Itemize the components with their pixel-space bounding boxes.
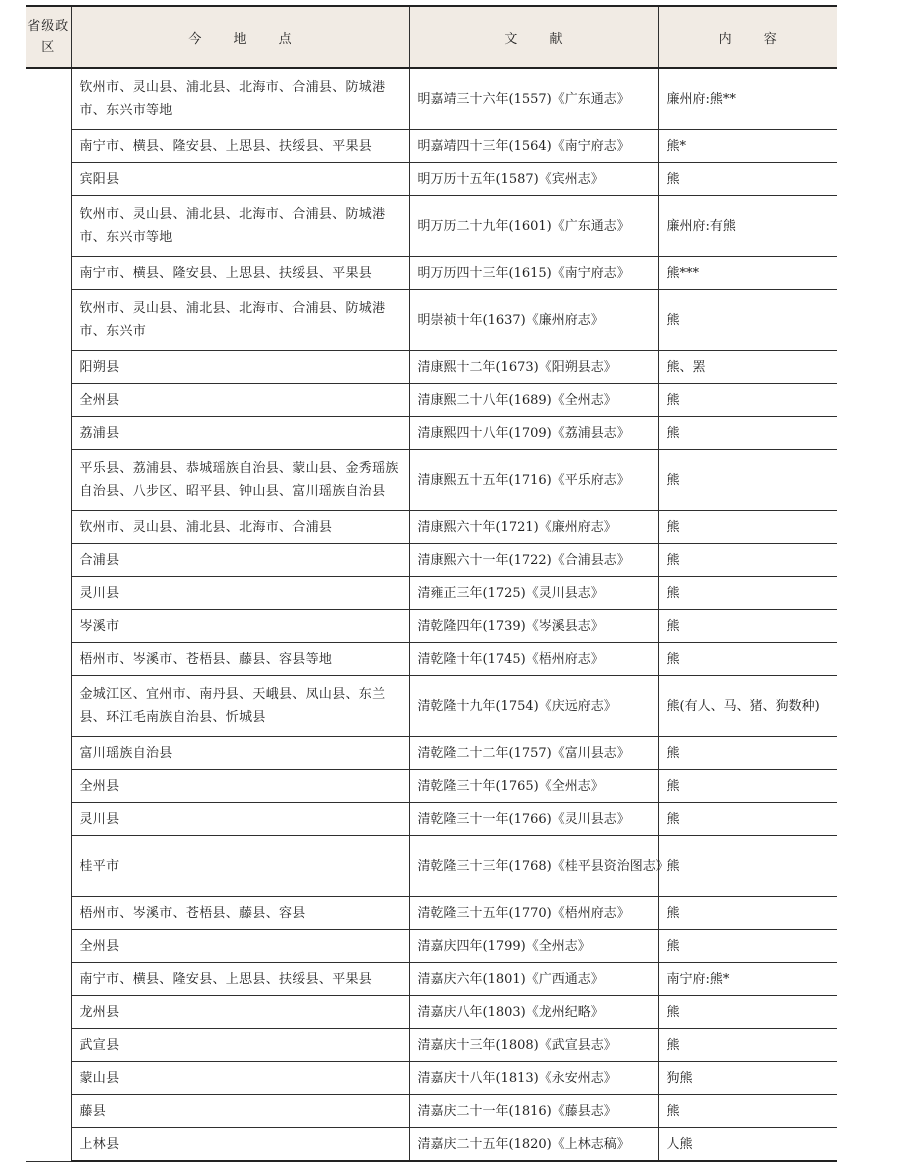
content-cell: 熊: [658, 544, 837, 577]
content-cell: 熊: [658, 417, 837, 450]
province-column-header: 省级政区: [26, 6, 71, 68]
place-cell: 金城江区、宜州市、南丹县、天峨县、凤山县、东兰县、环江毛南族自治县、忻城县: [71, 676, 409, 737]
source-cell: 明万历十五年(1587)《宾州志》: [409, 163, 658, 196]
content-column-header: 内 容: [658, 6, 837, 68]
content-cell: 熊: [658, 450, 837, 511]
place-cell: 灵川县: [71, 803, 409, 836]
table-row: [26, 676, 837, 737]
source-cell: 清乾隆十年(1745)《梧州府志》: [409, 643, 658, 676]
table-row: [26, 963, 837, 996]
place-cell: 平乐县、荔浦县、恭城瑶族自治县、蒙山县、金秀瑶族自治县、八步区、昭平县、钟山县、富川瑶族自治县: [71, 450, 409, 511]
content-cell: 熊: [658, 737, 837, 770]
source-cell: 清康熙六十年(1721)《廉州府志》: [409, 511, 658, 544]
table-row: [26, 450, 837, 511]
source-cell: 明嘉靖三十六年(1557)《广东通志》: [409, 68, 658, 130]
content-cell: 熊: [658, 770, 837, 803]
table-row: [26, 1128, 837, 1162]
content-cell: 熊: [658, 1095, 837, 1128]
content-cell: 熊: [658, 290, 837, 351]
content-cell: 熊: [658, 897, 837, 930]
table-row: [26, 610, 837, 643]
place-cell: 合浦县: [71, 544, 409, 577]
table-row: [26, 1029, 837, 1062]
table-header-row: [26, 6, 837, 68]
content-cell: 廉州府:熊**: [658, 68, 837, 130]
source-cell: 清嘉庆十三年(1808)《武宣县志》: [409, 1029, 658, 1062]
content-cell: 人熊: [658, 1128, 837, 1162]
source-cell: 清嘉庆二十五年(1820)《上林志稿》: [409, 1128, 658, 1162]
content-cell: 狗熊: [658, 1062, 837, 1095]
source-cell: 清乾隆三十一年(1766)《灵川县志》: [409, 803, 658, 836]
table-row: [26, 1062, 837, 1095]
table-row: [26, 836, 837, 897]
place-cell: 全州县: [71, 384, 409, 417]
place-cell: 全州县: [71, 930, 409, 963]
source-cell: 清康熙四十八年(1709)《荔浦县志》: [409, 417, 658, 450]
place-cell: 岑溪市: [71, 610, 409, 643]
place-cell: 蒙山县: [71, 1062, 409, 1095]
content-cell: 熊: [658, 803, 837, 836]
place-cell: 富川瑶族自治县: [71, 737, 409, 770]
source-cell: 清乾隆三十三年(1768)《桂平县资治图志》: [409, 836, 658, 897]
source-column-header: 文 献: [409, 6, 658, 68]
table-row: [26, 803, 837, 836]
source-cell: 清康熙六十一年(1722)《合浦县志》: [409, 544, 658, 577]
table-row: [26, 643, 837, 676]
content-cell: 熊: [658, 1029, 837, 1062]
table-row: [26, 930, 837, 963]
source-cell: 清嘉庆八年(1803)《龙州纪略》: [409, 996, 658, 1029]
table-body: [26, 68, 837, 1161]
source-cell: 清康熙十二年(1673)《阳朔县志》: [409, 351, 658, 384]
source-cell: 明崇祯十年(1637)《廉州府志》: [409, 290, 658, 351]
table-row: [26, 511, 837, 544]
place-cell: 上林县: [71, 1128, 409, 1162]
source-cell: 清雍正三年(1725)《灵川县志》: [409, 577, 658, 610]
content-cell: 熊: [658, 384, 837, 417]
source-cell: 清嘉庆十八年(1813)《永安州志》: [409, 1062, 658, 1095]
place-cell: 宾阳县: [71, 163, 409, 196]
table-row: [26, 163, 837, 196]
table-row: [26, 417, 837, 450]
content-cell: 熊、罴: [658, 351, 837, 384]
content-cell: 熊: [658, 577, 837, 610]
table-row: [26, 351, 837, 384]
content-cell: 熊(有人、马、猪、狗数种): [658, 676, 837, 737]
source-cell: 清乾隆四年(1739)《岑溪县志》: [409, 610, 658, 643]
place-cell: 钦州市、灵山县、浦北县、北海市、合浦县、防城港市、东兴市等地: [71, 68, 409, 130]
table-row: [26, 897, 837, 930]
source-cell: 明万历二十九年(1601)《广东通志》: [409, 196, 658, 257]
content-cell: 廉州府:有熊: [658, 196, 837, 257]
place-cell: 南宁市、横县、隆安县、上思县、扶绥县、平果县: [71, 963, 409, 996]
content-cell: 熊: [658, 930, 837, 963]
source-cell: 明万历四十三年(1615)《南宁府志》: [409, 257, 658, 290]
content-cell: 熊: [658, 996, 837, 1029]
table-row: [26, 68, 837, 130]
table-row: [26, 1095, 837, 1128]
source-cell: 清嘉庆四年(1799)《全州志》: [409, 930, 658, 963]
content-cell: 熊***: [658, 257, 837, 290]
table-row: [26, 544, 837, 577]
content-cell: 熊: [658, 643, 837, 676]
province-cell: [26, 68, 71, 1161]
source-cell: 清康熙五十五年(1716)《平乐府志》: [409, 450, 658, 511]
table-row: [26, 737, 837, 770]
table-row: [26, 384, 837, 417]
place-cell: 南宁市、横县、隆安县、上思县、扶绥县、平果县: [71, 257, 409, 290]
table-row: [26, 257, 837, 290]
source-cell: 清康熙二十八年(1689)《全州志》: [409, 384, 658, 417]
place-cell: 藤县: [71, 1095, 409, 1128]
table-row: [26, 577, 837, 610]
table-row: [26, 996, 837, 1029]
place-cell: 阳朔县: [71, 351, 409, 384]
source-cell: 明嘉靖四十三年(1564)《南宁府志》: [409, 130, 658, 163]
place-cell: 武宣县: [71, 1029, 409, 1062]
source-cell: 清嘉庆六年(1801)《广西通志》: [409, 963, 658, 996]
place-cell: 梧州市、岑溪市、苍梧县、藤县、容县等地: [71, 643, 409, 676]
table-row: [26, 770, 837, 803]
place-cell: 钦州市、灵山县、浦北县、北海市、合浦县、防城港市、东兴市: [71, 290, 409, 351]
content-cell: 熊*: [658, 130, 837, 163]
content-cell: 熊: [658, 163, 837, 196]
source-cell: 清嘉庆二十一年(1816)《藤县志》: [409, 1095, 658, 1128]
content-cell: 南宁府:熊*: [658, 963, 837, 996]
place-cell: 全州县: [71, 770, 409, 803]
place-cell: 梧州市、岑溪市、苍梧县、藤县、容县: [71, 897, 409, 930]
source-cell: 清乾隆十九年(1754)《庆远府志》: [409, 676, 658, 737]
place-cell: 灵川县: [71, 577, 409, 610]
place-cell: 钦州市、灵山县、浦北县、北海市、合浦县、防城港市、东兴市等地: [71, 196, 409, 257]
table-row: [26, 130, 837, 163]
place-cell: 南宁市、横县、隆安县、上思县、扶绥县、平果县: [71, 130, 409, 163]
table-row: [26, 290, 837, 351]
place-cell: 龙州县: [71, 996, 409, 1029]
bear-records-table: [26, 5, 837, 1162]
content-cell: 熊: [658, 511, 837, 544]
place-cell: 钦州市、灵山县、浦北县、北海市、合浦县: [71, 511, 409, 544]
place-column-header: 今 地 点: [71, 6, 409, 68]
place-cell: 荔浦县: [71, 417, 409, 450]
content-cell: 熊: [658, 836, 837, 897]
place-cell: 桂平市: [71, 836, 409, 897]
table-row: [26, 196, 837, 257]
source-cell: 清乾隆三十五年(1770)《梧州府志》: [409, 897, 658, 930]
source-cell: 清乾隆三十年(1765)《全州志》: [409, 770, 658, 803]
content-cell: 熊: [658, 610, 837, 643]
source-cell: 清乾隆二十二年(1757)《富川县志》: [409, 737, 658, 770]
